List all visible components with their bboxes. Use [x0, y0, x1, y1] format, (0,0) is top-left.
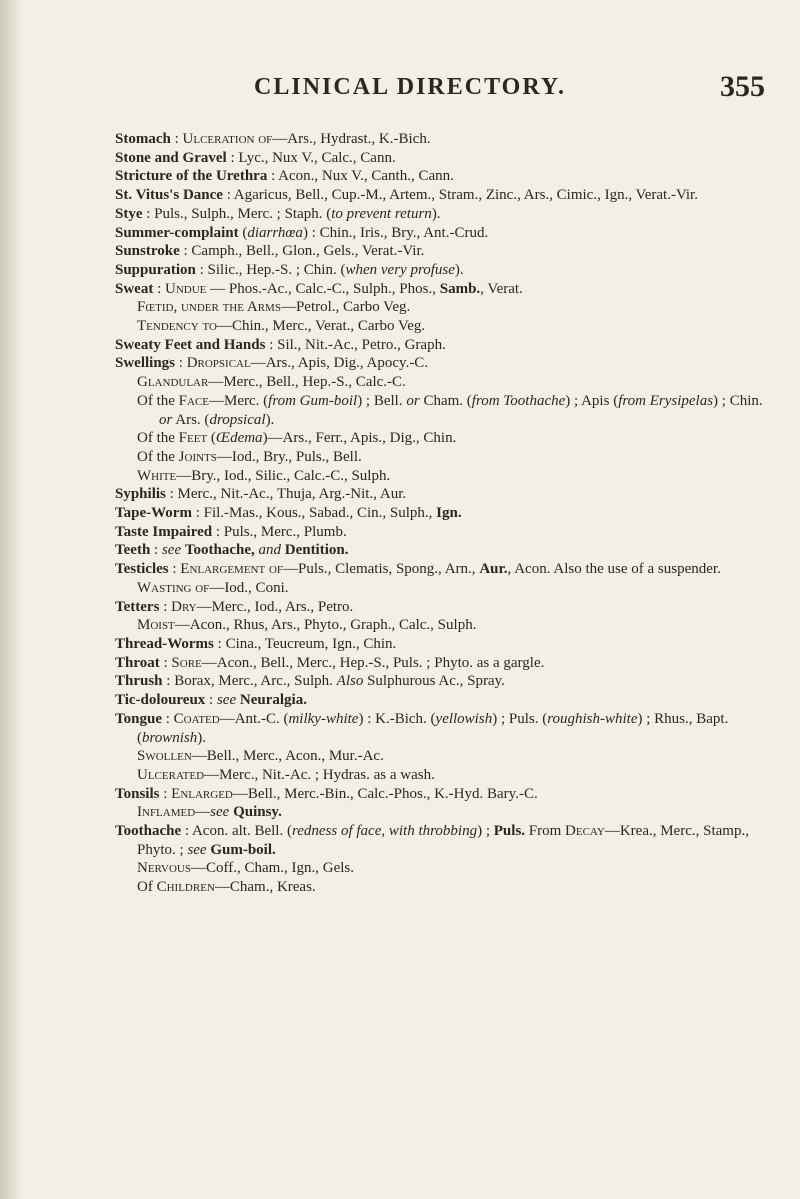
directory-entry: [115, 336, 775, 355]
entry-text: —Merc., Bell., Hep.-S., Calc.-C.: [208, 374, 406, 391]
entry-heading: Suppuration: [115, 261, 196, 278]
entry-text: Decay: [565, 823, 605, 840]
entry-text: )—Ars., Ferr., Apis., Dig., Chin.: [262, 430, 457, 447]
directory-entry: [115, 654, 775, 673]
entry-text: :: [153, 280, 165, 297]
entry-text: —Ant.-C. (: [219, 710, 289, 727]
entry-text: —Bry., Iod., Silic., Calc.-C., Sulph.: [176, 467, 391, 484]
entry-text: : Borax, Merc., Arc., Sulph.: [162, 673, 337, 690]
entry-text: Face: [178, 392, 209, 409]
entry-text: —Ars., Apis, Dig., Apocy.-C.: [250, 355, 429, 372]
entry-text: see: [210, 804, 230, 821]
entry-text: , Verat.: [480, 280, 523, 297]
page-header: [55, 70, 765, 110]
entry-text: ).: [265, 411, 275, 428]
entry-heading: Tape-Worm: [115, 505, 192, 522]
entry-text: Glandular: [137, 374, 209, 391]
entry-text: Œdema: [215, 430, 263, 447]
sub-entry: [115, 298, 775, 317]
entry-text: : Fil.-Mas., Kous., Sabad., Cin., Sulph.,: [191, 505, 437, 522]
entry-text: Cham. (: [419, 392, 472, 409]
entry-text: see: [187, 841, 207, 858]
entry-text: : Cina., Teucreum, Ign., Chin.: [213, 635, 397, 652]
entry-text: ).: [197, 729, 207, 746]
entry-text: :: [150, 542, 162, 559]
entry-heading: Syphilis: [115, 486, 166, 503]
entry-heading: Tonsils: [115, 785, 160, 802]
entry-text: ).: [431, 205, 441, 222]
entry-text: from Gum-boil: [268, 392, 358, 409]
entry-heading: Taste Impaired: [115, 523, 213, 540]
entry-text: from Erysipelas: [618, 392, 714, 409]
entry-text: —Cham., Kreas.: [214, 879, 316, 896]
sub-entry: [115, 803, 775, 822]
entry-text: Enlargement of: [180, 561, 284, 578]
sub-entry: [115, 317, 775, 336]
sub-entry: [115, 616, 775, 635]
running-title: CLINICAL DIRECTORY.: [254, 74, 566, 100]
entry-text: Undue: [165, 280, 207, 297]
directory-entry: [115, 130, 775, 149]
entry-text: ) ; Rhus., Bapt. (: [137, 710, 729, 746]
entry-heading: Thread-Worms: [115, 635, 214, 652]
entry-text: Of the: [137, 448, 179, 465]
entry-heading: Thrush: [115, 673, 163, 690]
entry-text: :: [161, 710, 174, 727]
entry-heading: Stricture of the Urethra: [115, 168, 268, 185]
entry-text: ) ; Puls. (: [492, 710, 548, 727]
entry-text: : Acon., Nux V., Canth., Cann.: [267, 168, 454, 185]
sub-entry: [115, 429, 775, 448]
entry-text: : Sil., Nit.-Ac., Petro., Graph.: [265, 336, 446, 353]
entry-text: or: [406, 392, 420, 409]
entry-text: —Petrol., Carbo Veg.: [280, 299, 411, 316]
sub-entry: [115, 878, 775, 897]
entry-heading: Sweat: [115, 280, 154, 297]
entry-text: :: [170, 131, 183, 147]
entry-text: Ulceration of: [182, 131, 273, 147]
entry-heading: Sweaty Feet and Hands: [115, 336, 266, 353]
entry-text: —: [195, 804, 211, 821]
entry-text: Samb.: [439, 280, 481, 297]
directory-entry: [115, 710, 775, 747]
entry-text: diarrhœa: [247, 224, 303, 241]
entry-text: —Puls., Clematis, Spong., Arn.,: [283, 561, 480, 578]
directory-entry: [115, 224, 775, 243]
entry-text: Fœtid, under the Arms: [137, 299, 281, 316]
entry-text: Puls.: [493, 823, 526, 840]
sub-entry: [115, 766, 775, 785]
entry-text: —Merc. (: [209, 392, 269, 409]
entry-heading: Sunstroke: [115, 243, 180, 260]
entry-text: ) : K.-Bich. (: [358, 710, 436, 727]
entry-text: Ars. (: [172, 411, 210, 428]
entry-text: ) ; Chin.: [713, 392, 763, 409]
entry-heading: Toothache: [115, 823, 182, 840]
entry-text: :: [159, 785, 172, 802]
entry-text: when very profuse: [345, 261, 455, 278]
entry-text: :: [175, 355, 187, 372]
entry-heading: Tetters: [115, 598, 160, 615]
entry-text: Sore: [171, 654, 202, 671]
entry-text: ).: [454, 261, 464, 278]
entry-heading: Stomach: [115, 131, 171, 147]
entry-text: Of the: [137, 392, 179, 409]
entry-text: Sulphurous Ac., Spray.: [363, 673, 505, 690]
sub-entry: [115, 579, 775, 598]
entry-text: Quinsy.: [233, 804, 282, 821]
directory-entry: [115, 261, 775, 280]
directory-entries: [115, 130, 775, 897]
entry-text: —Coff., Cham., Ign., Gels.: [190, 860, 355, 877]
directory-entry: [115, 635, 775, 654]
entry-text: dropsical: [209, 411, 266, 428]
entry-heading: Swellings: [115, 355, 176, 372]
sub-entry: [115, 448, 775, 467]
entry-text: Dry: [171, 598, 197, 615]
entry-text: Ulcerated: [137, 766, 205, 783]
entry-text: Gum-boil.: [210, 841, 276, 858]
entry-text: —Acon., Rhus, Ars., Phyto., Graph., Calc., Sulph.: [174, 617, 477, 634]
entry-text: —Bell., Merc.-Bin., Calc.-Phos., K.-Hyd. Bary.-C.: [232, 785, 538, 802]
directory-entry: [115, 205, 775, 224]
directory-entry: [115, 280, 775, 299]
directory-entry: [115, 785, 775, 804]
sub-entry: [115, 467, 775, 486]
entry-text: Aur.: [479, 561, 508, 578]
entry-text: : Camph., Bell., Glon., Gels., Verat.-Vir.: [179, 243, 425, 260]
directory-entry: [115, 691, 775, 710]
entry-heading: St. Vitus's Dance: [115, 187, 223, 204]
entry-text: : Lyc., Nux V., Calc., Cann.: [226, 149, 396, 166]
entry-text: —Merc., Iod., Ars., Petro.: [196, 598, 354, 615]
entry-text: —Merc., Nit.-Ac. ; Hydras. as a wash.: [204, 766, 435, 783]
directory-entry: [115, 242, 775, 261]
entry-text: :: [159, 654, 172, 671]
entry-text: milky-white: [288, 710, 359, 727]
entry-text: to prevent return: [331, 205, 432, 222]
entry-text: : Merc., Nit.-Ac., Thuja, Arg.-Nit., Aur.: [165, 486, 407, 503]
entry-text: Moist: [137, 617, 175, 634]
directory-entry: [115, 822, 775, 859]
entry-text: Swollen: [137, 748, 192, 765]
entry-text: (: [207, 430, 216, 447]
entry-text: see: [161, 542, 182, 559]
page-number: 355: [720, 70, 765, 103]
page-binding-shadow: [0, 0, 22, 1199]
entry-heading: Testicles: [115, 561, 169, 578]
entry-heading: Tongue: [115, 710, 162, 727]
directory-entry: [115, 504, 775, 523]
entry-heading: Stone and Gravel: [115, 149, 227, 166]
entry-text: —Acon., Bell., Merc., Hep.-S., Puls. ; Phyto. as a gargle.: [201, 654, 545, 671]
entry-text: see: [216, 692, 237, 709]
entry-text: —Krea., Merc., Stamp., Phyto. ;: [137, 823, 749, 858]
entry-text: brownish: [142, 729, 198, 746]
directory-entry: [115, 523, 775, 542]
entry-text: Toothache,: [184, 542, 255, 559]
entry-text: Feet: [178, 430, 208, 447]
sub-entry: [115, 392, 775, 429]
directory-entry: [115, 541, 775, 560]
entry-text: yellowish: [435, 710, 493, 727]
entry-heading: Throat: [115, 654, 160, 671]
entry-text: Wasting of: [137, 579, 210, 596]
directory-entry: [115, 485, 775, 504]
entry-text: : Silic., Hep.-S. ; Chin. (: [195, 261, 346, 278]
directory-entry: [115, 186, 775, 205]
directory-entry: [115, 560, 775, 579]
entry-text: Nervous: [137, 860, 191, 877]
entry-text: Coated: [173, 710, 220, 727]
entry-text: redness of face, with throbbing: [291, 823, 478, 840]
entry-text: Ign.: [436, 505, 462, 522]
entry-text: White: [137, 467, 177, 484]
entry-text: From: [525, 823, 566, 840]
entry-text: , Acon. Also the use of a suspender.: [507, 561, 721, 578]
sub-entry: [115, 373, 775, 392]
directory-entry: [115, 167, 775, 186]
directory-entry: [115, 354, 775, 373]
entry-heading: Teeth: [115, 542, 151, 559]
entry-text: Inflamed: [137, 804, 196, 821]
entry-text: :: [205, 692, 217, 709]
entry-text: ) : Chin., Iris., Bry., Ant.-Crud.: [302, 224, 489, 241]
entry-text: Dropsical: [186, 355, 251, 372]
entry-text: Children: [156, 879, 215, 896]
entry-text: and: [258, 542, 281, 559]
entry-text: Joints: [178, 448, 217, 465]
entry-text: Enlarged: [171, 785, 233, 802]
entry-text: Dentition.: [284, 542, 349, 559]
entry-heading: Tic-doloureux: [115, 692, 206, 709]
sub-entry: [115, 747, 775, 766]
entry-text: (: [238, 224, 248, 241]
entry-text: Of the: [137, 430, 179, 447]
entry-text: —Chin., Merc., Verat., Carbo Veg.: [216, 318, 426, 335]
entry-text: : Acon. alt. Bell. (: [181, 823, 292, 840]
entry-text: : Agaricus, Bell., Cup.-M., Artem., Stram., Zinc., Ars., Cimic., Ign., Verat.-Vir.: [222, 187, 698, 204]
entry-text: Also: [336, 673, 364, 690]
entry-text: —Iod., Coni.: [209, 579, 289, 596]
entry-text: Of: [137, 879, 157, 896]
entry-text: Neuralgia.: [239, 692, 307, 709]
entry-text: roughish-white: [547, 710, 638, 727]
entry-heading: Stye: [115, 205, 143, 222]
sub-entry: [115, 859, 775, 878]
entry-text: : Puls., Sulph., Merc. ; Staph. (: [142, 205, 332, 222]
entry-text: —Ars., Hydrast., K.-Bich.: [272, 131, 431, 147]
entry-text: :: [168, 561, 181, 578]
directory-entry: [115, 672, 775, 691]
entry-text: Tendency to: [137, 318, 217, 335]
entry-text: : Puls., Merc., Plumb.: [212, 523, 347, 540]
entry-text: ) ; Apis (: [565, 392, 619, 409]
entry-text: or: [159, 411, 173, 428]
directory-entry: [115, 598, 775, 617]
entry-text: :: [159, 598, 172, 615]
entry-text: from Toothache: [471, 392, 566, 409]
entry-text: —Bell., Merc., Acon., Mur.-Ac.: [191, 748, 384, 765]
entry-text: ) ; Bell.: [357, 392, 407, 409]
entry-text: —Iod., Bry., Puls., Bell.: [216, 448, 362, 465]
entry-heading: Summer-complaint: [115, 224, 239, 241]
entry-text: — Phos.-Ac., Calc.-C., Sulph., Phos.,: [206, 280, 440, 297]
directory-entry: [115, 149, 775, 168]
entry-text: ) ;: [477, 823, 494, 840]
